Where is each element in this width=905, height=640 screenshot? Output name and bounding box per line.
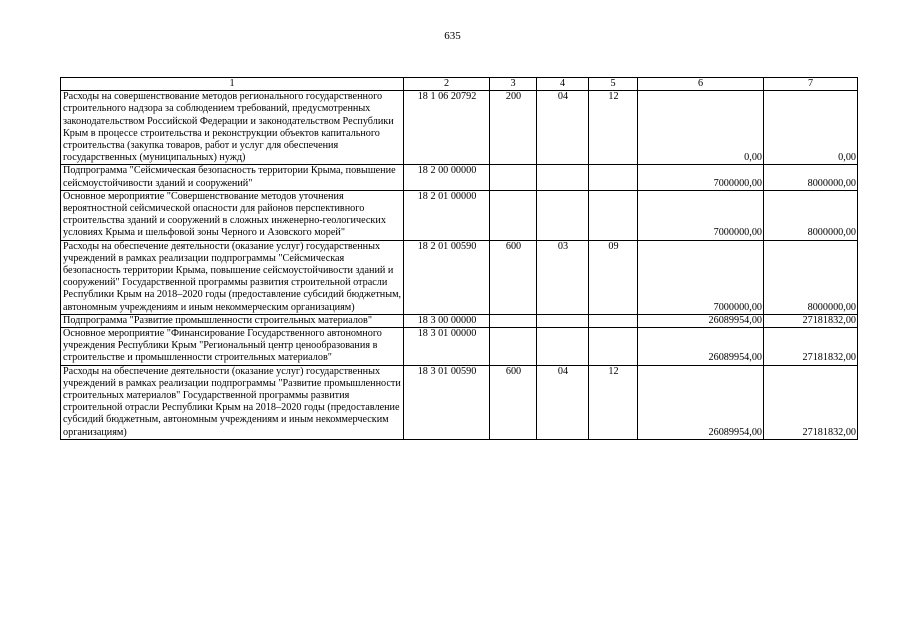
row-name: Основное мероприятие "Финансирование Государственного автономного учреждения Республики Крым "Региональный центр ценообразования в строительстве и промышленности строительных материалов": [61, 328, 404, 366]
row-amount-1: 26089954,00: [638, 328, 764, 366]
row-amount-2: 27181832,00: [764, 365, 858, 439]
row-amount-2: 27181832,00: [764, 314, 858, 327]
row-amount-1: 26089954,00: [638, 365, 764, 439]
table-row: [61, 240, 858, 314]
row-amount-2: 8000000,00: [764, 240, 858, 314]
row-expense-type: 600: [490, 240, 537, 314]
budget-table: [60, 77, 858, 440]
row-section: [537, 190, 589, 240]
row-section: [537, 314, 589, 327]
row-subsection: 09: [589, 240, 638, 314]
row-target-code: 18 1 06 20792: [404, 91, 490, 165]
page-number: 635: [444, 30, 461, 42]
row-subsection: [589, 165, 638, 190]
table-row: [61, 365, 858, 439]
row-target-code: 18 3 01 00000: [404, 328, 490, 366]
row-target-code: 18 2 00 00000: [404, 165, 490, 190]
row-amount-1: 0,00: [638, 91, 764, 165]
row-amount-2: 27181832,00: [764, 328, 858, 366]
row-amount-1: 7000000,00: [638, 165, 764, 190]
row-amount-1: 26089954,00: [638, 314, 764, 327]
column-header-1: 1: [61, 78, 404, 91]
row-target-code: 18 3 00 00000: [404, 314, 490, 327]
column-header-5: 5: [589, 78, 638, 91]
row-name: Подпрограмма "Сейсмическая безопасность территории Крыма, повышение сейсмоустойчивости зданий и сооружений": [61, 165, 404, 190]
row-amount-2: 8000000,00: [764, 165, 858, 190]
row-target-code: 18 2 01 00590: [404, 240, 490, 314]
row-section: 03: [537, 240, 589, 314]
row-expense-type: [490, 328, 537, 366]
row-target-code: 18 2 01 00000: [404, 190, 490, 240]
table-row: [61, 314, 858, 327]
row-amount-1: 7000000,00: [638, 190, 764, 240]
table-row: [61, 328, 858, 366]
row-section: 04: [537, 365, 589, 439]
row-subsection: [589, 328, 638, 366]
row-subsection: 12: [589, 91, 638, 165]
table-row: [61, 91, 858, 165]
row-name: Расходы на совершенствование методов регионального государственного строительного надзора за соблюдением требований, предусмотренных законодательством Российской Федерации и законодательством Республики Крым в процессе строительства и реконструкции объектов капитального строительства (закупка товаров, работ и услуг для обеспечения государственных (муниципальных) нужд): [61, 91, 404, 165]
row-expense-type: 200: [490, 91, 537, 165]
row-amount-1: 7000000,00: [638, 240, 764, 314]
column-header-3: 3: [490, 78, 537, 91]
row-section: [537, 165, 589, 190]
row-subsection: [589, 190, 638, 240]
column-header-2: 2: [404, 78, 490, 91]
row-name: Подпрограмма "Развитие промышленности строительных материалов": [61, 314, 404, 327]
row-expense-type: [490, 190, 537, 240]
row-name: Расходы на обеспечение деятельности (оказание услуг) государственных учреждений в рамках реализации подпрограммы "Развитие промышленности строительных материалов" Государственной программы развития строительной отрасли Республики Крым на 2018–2020 годы (предоставление субсидий бюджетным, автономным учреждениям и иным некоммерческим организациям): [61, 365, 404, 439]
row-target-code: 18 3 01 00590: [404, 365, 490, 439]
row-amount-2: 0,00: [764, 91, 858, 165]
row-expense-type: 600: [490, 365, 537, 439]
column-header-4: 4: [537, 78, 589, 91]
row-expense-type: [490, 314, 537, 327]
row-name: Основное мероприятие "Совершенствование методов уточнения вероятностной сейсмической опасности для районов перспективного строительства зданий и сооружений в сложных инженерно-геологических условиях Крыма и шельфовой зоны Черного и Азовского морей": [61, 190, 404, 240]
row-section: [537, 328, 589, 366]
table-row: [61, 190, 858, 240]
row-subsection: [589, 314, 638, 327]
row-expense-type: [490, 165, 537, 190]
column-number-row: [61, 78, 858, 91]
column-header-6: 6: [638, 78, 764, 91]
row-amount-2: 8000000,00: [764, 190, 858, 240]
row-section: 04: [537, 91, 589, 165]
column-header-7: 7: [764, 78, 858, 91]
table-row: [61, 165, 858, 190]
row-subsection: 12: [589, 365, 638, 439]
row-name: Расходы на обеспечение деятельности (оказание услуг) государственных учреждений в рамках реализации подпрограммы "Сейсмическая безопасность территории Крыма, повышение сейсмоустойчивости зданий и сооружений" Государственной программы развития строительной отрасли Республики Крым на 2018–2020 годы (предоставление субсидий бюджетным, автономным учреждениям и иным некоммерческим организациям): [61, 240, 404, 314]
